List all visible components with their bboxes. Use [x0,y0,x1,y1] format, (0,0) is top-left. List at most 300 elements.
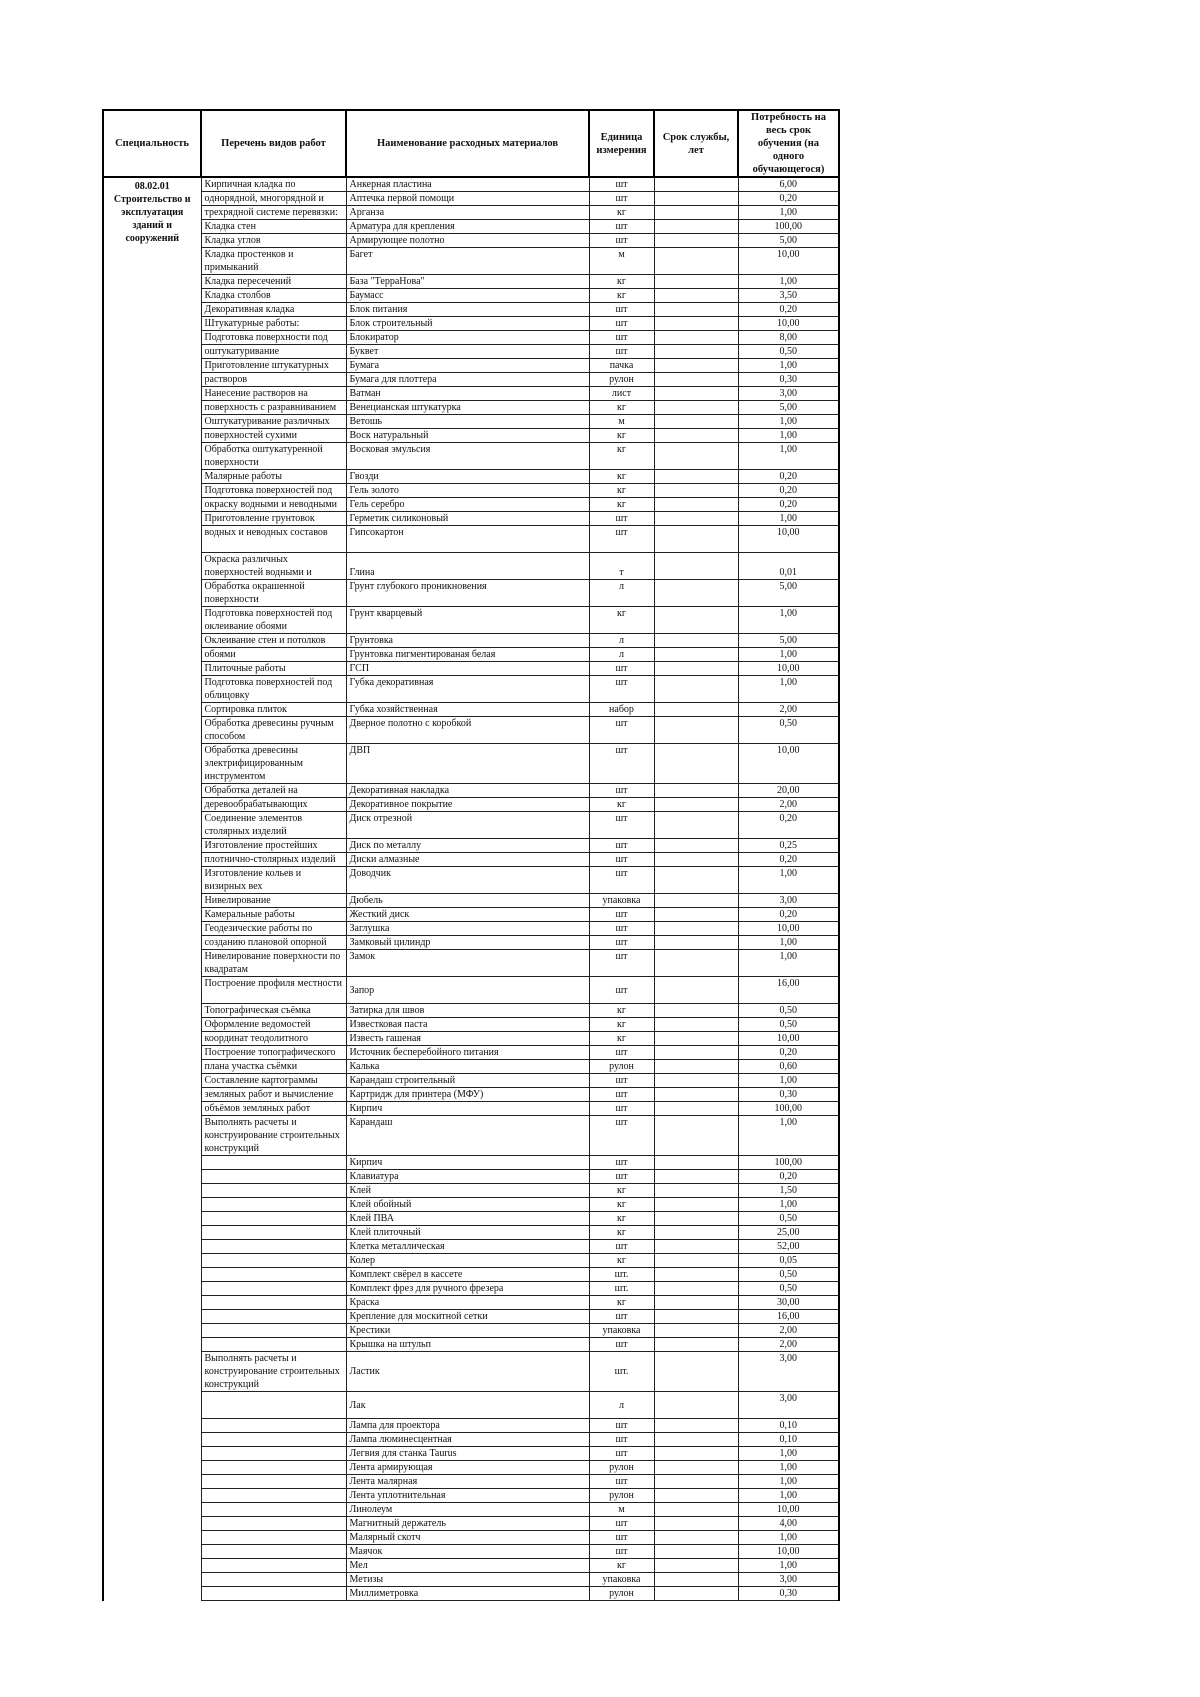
need-cell: 10,00 [738,922,839,936]
service-life-cell [654,1032,738,1046]
service-life-cell [654,387,738,401]
unit-cell: рулон [589,1060,654,1074]
need-cell: 1,00 [738,950,839,977]
header-specialty: Специальность [103,110,201,177]
table-row [103,950,839,977]
unit-cell: шт [589,784,654,798]
unit-cell: шт [589,1116,654,1156]
material-cell: Затирка для швов [346,1004,589,1018]
unit-cell: рулон [589,373,654,387]
work-type-cell: Камеральные работы [201,908,346,922]
need-cell: 10,00 [738,1503,839,1517]
unit-cell: шт [589,908,654,922]
service-life-cell [654,415,738,429]
need-cell: 1,00 [738,443,839,470]
table-row [103,220,839,234]
material-cell: Известковая паста [346,1018,589,1032]
need-cell: 1,00 [738,1198,839,1212]
table-row [103,1503,839,1517]
service-life-cell [654,1531,738,1545]
work-type-cell: трехрядной системе перевязки: [201,206,346,220]
work-type-cell: Построение профиля местности [201,977,346,1004]
work-type-cell [201,1433,346,1447]
work-type-cell: Штукатурные работы: [201,317,346,331]
material-cell: Миллиметровка [346,1587,589,1601]
table-row [103,1240,839,1254]
material-cell: Клей ПВА [346,1212,589,1226]
unit-cell: л [589,580,654,607]
material-cell: Краска [346,1296,589,1310]
service-life-cell [654,1018,738,1032]
material-cell: Комплект свёрел в кассете [346,1268,589,1282]
service-life-cell [654,317,738,331]
unit-cell: т [589,553,654,580]
table-row [103,1198,839,1212]
service-life-cell [654,1240,738,1254]
unit-cell: шт [589,1240,654,1254]
work-type-cell: Обработка древесины электрифицированным инструментом [201,744,346,784]
unit-cell: шт [589,867,654,894]
work-type-cell: Составление картограммы [201,1074,346,1088]
work-type-cell [201,1240,346,1254]
work-type-cell: земляных работ и вычисление [201,1088,346,1102]
need-cell: 0,20 [738,498,839,512]
materials-table [102,109,840,1601]
unit-cell: л [589,648,654,662]
material-cell: Лак [346,1392,589,1419]
unit-cell: кг [589,798,654,812]
material-cell: Известь гашеная [346,1032,589,1046]
unit-cell: шт [589,1170,654,1184]
work-type-cell: Кладка пересечений [201,275,346,289]
work-type-cell: плана участка съёмки [201,1060,346,1074]
table-row [103,387,839,401]
work-type-cell [201,1503,346,1517]
work-type-cell [201,1419,346,1433]
table-row [103,784,839,798]
work-type-cell: оштукатуривание [201,345,346,359]
table-row [103,470,839,484]
material-cell: Дюбель [346,894,589,908]
service-life-cell [654,553,738,580]
header-material: Наименование расходных материалов [346,110,589,177]
service-life-cell [654,373,738,387]
table-row [103,1419,839,1433]
material-cell: Запор [346,977,589,1004]
table-row [103,1531,839,1545]
need-cell: 1,00 [738,1447,839,1461]
need-cell: 0,01 [738,553,839,580]
table-row [103,744,839,784]
need-cell: 3,50 [738,289,839,303]
material-cell: Арганза [346,206,589,220]
work-type-cell: Плиточные работы [201,662,346,676]
material-cell: Клетка металлическая [346,1240,589,1254]
material-cell: Дверное полотно с коробкой [346,717,589,744]
unit-cell: кг [589,429,654,443]
material-cell: Мел [346,1559,589,1573]
need-cell: 0,10 [738,1419,839,1433]
table-row [103,177,839,192]
need-cell: 52,00 [738,1240,839,1254]
material-cell: Герметик силиконовый [346,512,589,526]
service-life-cell [654,1046,738,1060]
unit-cell: шт [589,345,654,359]
material-cell: Колер [346,1254,589,1268]
table-row [103,512,839,526]
table-row [103,1461,839,1475]
need-cell: 0,30 [738,1587,839,1601]
unit-cell: рулон [589,1489,654,1503]
material-cell: Лампа для проектора [346,1419,589,1433]
table-row [103,192,839,206]
material-cell: Легвия для станка Taurus [346,1447,589,1461]
work-type-cell [201,1475,346,1489]
table-row [103,1447,839,1461]
need-cell: 3,00 [738,1392,839,1419]
table-row [103,1282,839,1296]
work-type-cell: Кирпичная кладка по [201,177,346,192]
need-cell: 1,00 [738,1559,839,1573]
need-cell: 5,00 [738,580,839,607]
material-cell: Бумага [346,359,589,373]
table-row [103,812,839,839]
unit-cell: кг [589,206,654,220]
need-cell: 0,50 [738,1018,839,1032]
service-life-cell [654,1226,738,1240]
unit-cell: упаковка [589,894,654,908]
table-row [103,853,839,867]
service-life-cell [654,275,738,289]
unit-cell: шт [589,512,654,526]
need-cell: 10,00 [738,744,839,784]
need-cell: 1,00 [738,206,839,220]
work-type-cell [201,1170,346,1184]
material-cell: Картридж для принтера (МФУ) [346,1088,589,1102]
material-cell: Грунтовка [346,634,589,648]
table-row [103,1226,839,1240]
unit-cell: шт [589,977,654,1004]
table-row [103,1032,839,1046]
work-type-cell: Кладка простенков и примыканий [201,248,346,275]
material-cell: Источник бесперебойного питания [346,1046,589,1060]
work-type-cell: Оклеивание стен и потолков [201,634,346,648]
work-type-cell: Изготовление простейших [201,839,346,853]
table-row [103,1060,839,1074]
need-cell: 0,05 [738,1254,839,1268]
material-cell: Доводчик [346,867,589,894]
table-row [103,1338,839,1352]
material-cell: Карандаш строительный [346,1074,589,1088]
service-life-cell [654,580,738,607]
unit-cell: шт [589,1447,654,1461]
work-type-cell [201,1531,346,1545]
material-cell: Жесткий диск [346,908,589,922]
table-row [103,1310,839,1324]
work-type-cell: окраску водными и неводными [201,498,346,512]
material-cell: Армирующее полотно [346,234,589,248]
material-cell: Замковый цилиндр [346,936,589,950]
unit-cell: шт [589,1531,654,1545]
material-cell: Блокиратор [346,331,589,345]
material-cell: Венецианская штукатурка [346,401,589,415]
work-type-cell [201,1461,346,1475]
unit-cell: шт [589,853,654,867]
table-row [103,1116,839,1156]
work-type-cell: Окраска различных поверхностей водными и [201,553,346,580]
unit-cell: кг [589,1004,654,1018]
work-type-cell: Приготовление грунтовок [201,512,346,526]
header-works: Перечень видов работ [201,110,346,177]
work-type-cell: Обработка окрашенной поверхности [201,580,346,607]
service-life-cell [654,220,738,234]
material-cell: Ластик [346,1352,589,1392]
table-row [103,1156,839,1170]
material-cell: Ватман [346,387,589,401]
material-cell: Диски алмазные [346,853,589,867]
material-cell: База "ТерраНова" [346,275,589,289]
need-cell: 0,20 [738,853,839,867]
unit-cell: кг [589,607,654,634]
work-type-cell: Оформление ведомостей [201,1018,346,1032]
need-cell: 0,50 [738,1004,839,1018]
service-life-cell [654,853,738,867]
need-cell: 1,00 [738,676,839,703]
service-life-cell [654,717,738,744]
work-type-cell: плотнично-столярных изделий [201,853,346,867]
material-cell: ГСП [346,662,589,676]
service-life-cell [654,359,738,373]
table-row [103,1433,839,1447]
unit-cell: шт [589,192,654,206]
material-cell: Глина [346,553,589,580]
table-row [103,634,839,648]
material-cell: Грунт глубокого проникновения [346,580,589,607]
table-row [103,484,839,498]
material-cell: Лента уплотнительная [346,1489,589,1503]
need-cell: 0,50 [738,1282,839,1296]
table-row [103,1088,839,1102]
work-type-cell: Подготовка поверхности под [201,331,346,345]
table-row [103,676,839,703]
unit-cell: шт [589,717,654,744]
unit-cell: рулон [589,1587,654,1601]
table-row [103,1559,839,1573]
specialty-cell: 08.02.01 Строительство и эксплуатация зданий и сооружений [103,177,201,1601]
material-cell: Кирпич [346,1102,589,1116]
table-row [103,922,839,936]
table-row [103,443,839,470]
service-life-cell [654,1184,738,1198]
header-service-life: Срок службы, лет [654,110,738,177]
material-cell: Губка хозяйственная [346,703,589,717]
service-life-cell [654,703,738,717]
work-type-cell [201,1198,346,1212]
need-cell: 0,60 [738,1060,839,1074]
unit-cell: кг [589,484,654,498]
work-type-cell [201,1310,346,1324]
service-life-cell [654,1447,738,1461]
service-life-cell [654,206,738,220]
table-row [103,429,839,443]
service-life-cell [654,950,738,977]
need-cell: 0,20 [738,812,839,839]
need-cell: 0,20 [738,192,839,206]
unit-cell: кг [589,401,654,415]
work-type-cell: поверхность с разравниванием [201,401,346,415]
table-row [103,894,839,908]
table-row [103,331,839,345]
unit-cell: л [589,1392,654,1419]
unit-cell: шт. [589,1282,654,1296]
unit-cell: л [589,634,654,648]
work-type-cell: объёмов земляных работ [201,1102,346,1116]
service-life-cell [654,512,738,526]
material-cell: Блок питания [346,303,589,317]
material-cell: Бумага для плоттера [346,373,589,387]
service-life-cell [654,401,738,415]
need-cell: 1,00 [738,429,839,443]
unit-cell: шт [589,220,654,234]
need-cell: 10,00 [738,1545,839,1559]
unit-cell: шт [589,1545,654,1559]
need-cell: 1,00 [738,867,839,894]
need-cell: 3,00 [738,387,839,401]
material-cell: Клавиатура [346,1170,589,1184]
work-type-cell [201,1392,346,1419]
unit-cell: кг [589,1032,654,1046]
material-cell: Малярный скотч [346,1531,589,1545]
need-cell: 5,00 [738,401,839,415]
table-row [103,1102,839,1116]
need-cell: 0,30 [738,1088,839,1102]
material-cell: Диск отрезной [346,812,589,839]
work-type-cell: Подготовка поверхностей под [201,484,346,498]
need-cell: 0,10 [738,1433,839,1447]
material-cell: Гвозди [346,470,589,484]
service-life-cell [654,1268,738,1282]
table-body [103,177,839,1601]
table-row [103,345,839,359]
service-life-cell [654,1392,738,1419]
table-row [103,717,839,744]
unit-cell: кг [589,1559,654,1573]
work-type-cell: Выполнять расчеты и конструирование строительных конструкций [201,1116,346,1156]
need-cell: 20,00 [738,784,839,798]
service-life-cell [654,234,738,248]
work-type-cell [201,1226,346,1240]
material-cell: Калька [346,1060,589,1074]
table-row [103,839,839,853]
work-type-cell [201,1545,346,1559]
header-unit: Единица измерения [589,110,654,177]
service-life-cell [654,607,738,634]
work-type-cell [201,1184,346,1198]
unit-cell: шт. [589,1268,654,1282]
work-type-cell: Малярные работы [201,470,346,484]
material-cell: Анкерная пластина [346,177,589,192]
unit-cell: рулон [589,1461,654,1475]
unit-cell: шт [589,1475,654,1489]
service-life-cell [654,1156,738,1170]
need-cell: 100,00 [738,1102,839,1116]
table-row [103,275,839,289]
service-life-cell [654,662,738,676]
unit-cell: шт [589,234,654,248]
material-cell: Маячок [346,1545,589,1559]
table-row [103,248,839,275]
unit-cell: упаковка [589,1324,654,1338]
work-type-cell: деревообрабатывающих [201,798,346,812]
work-type-cell: растворов [201,373,346,387]
unit-cell: шт [589,317,654,331]
material-cell: Баумасс [346,289,589,303]
work-type-cell: Подготовка поверхностей под оклеивание обоями [201,607,346,634]
unit-cell: набор [589,703,654,717]
material-cell: Линолеум [346,1503,589,1517]
material-cell: Воск натуральный [346,429,589,443]
material-cell: Лента армирующая [346,1461,589,1475]
table-row [103,936,839,950]
work-type-cell: созданию плановой опорной [201,936,346,950]
need-cell: 5,00 [738,634,839,648]
work-type-cell: Декоративная кладка [201,303,346,317]
service-life-cell [654,1170,738,1184]
service-life-cell [654,1433,738,1447]
need-cell: 0,50 [738,717,839,744]
need-cell: 2,00 [738,1324,839,1338]
service-life-cell [654,1475,738,1489]
service-life-cell [654,1088,738,1102]
material-cell: Буквет [346,345,589,359]
unit-cell: шт [589,1338,654,1352]
work-type-cell [201,1573,346,1587]
table-row [103,908,839,922]
service-life-cell [654,248,738,275]
work-type-cell: Кладка углов [201,234,346,248]
need-cell: 0,25 [738,839,839,853]
need-cell: 1,00 [738,1116,839,1156]
table-row [103,373,839,387]
need-cell: 25,00 [738,1226,839,1240]
table-row [103,1517,839,1531]
table-row [103,317,839,331]
service-life-cell [654,289,738,303]
material-cell: Восковая эмульсия [346,443,589,470]
table-row [103,359,839,373]
table-row [103,1296,839,1310]
unit-cell: кг [589,1254,654,1268]
service-life-cell [654,1489,738,1503]
need-cell: 1,00 [738,936,839,950]
table-header-row [103,110,839,177]
unit-cell: пачка [589,359,654,373]
need-cell: 100,00 [738,220,839,234]
need-cell: 10,00 [738,526,839,553]
work-type-cell [201,1447,346,1461]
unit-cell: шт [589,177,654,192]
need-cell: 6,00 [738,177,839,192]
need-cell: 0,20 [738,1046,839,1060]
need-cell: 10,00 [738,662,839,676]
material-cell: Грунт кварцевый [346,607,589,634]
material-cell: Багет [346,248,589,275]
unit-cell: шт. [589,1352,654,1392]
need-cell: 3,00 [738,1573,839,1587]
table-row [103,415,839,429]
service-life-cell [654,1004,738,1018]
unit-cell: шт [589,1310,654,1324]
